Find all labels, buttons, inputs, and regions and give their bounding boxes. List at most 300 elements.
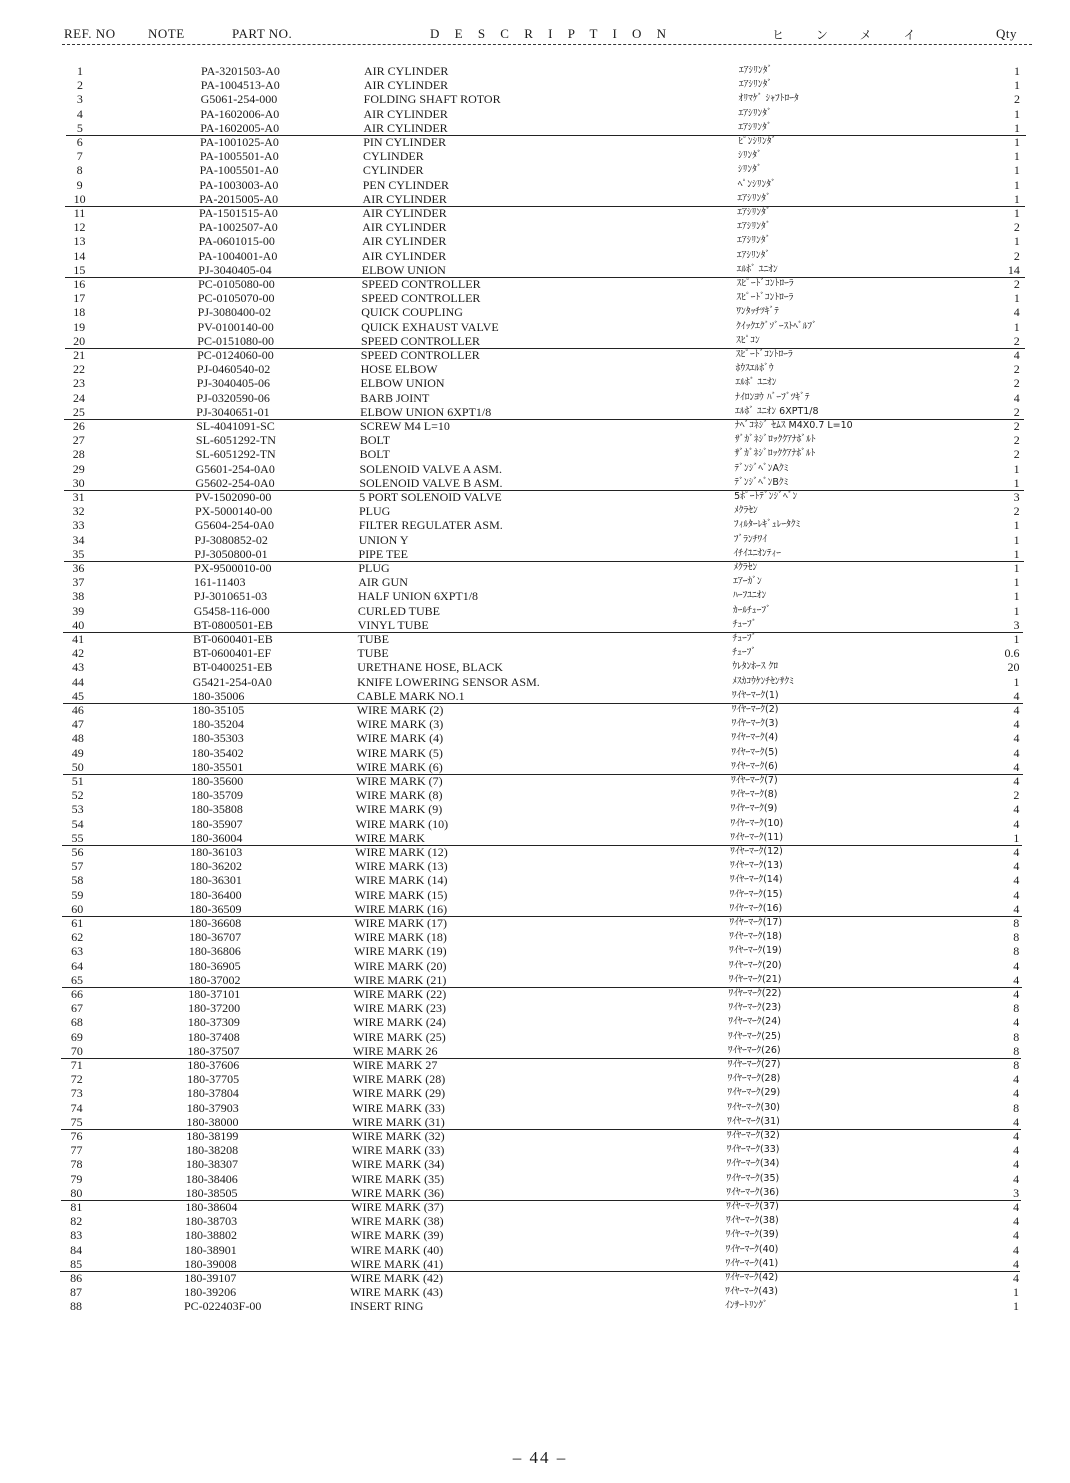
table-row xyxy=(0,476,1070,490)
kana-name: ﾊｰﾌﾕﾆｵﾝ xyxy=(733,590,767,602)
kana-name: ﾜｲﾔｰﾏｰｸ(18) xyxy=(729,931,782,943)
ref-number: 87 xyxy=(70,1285,83,1300)
kana-name: ﾜｲﾔｰﾏｰｸ(11) xyxy=(730,831,784,843)
description: WIRE MARK (20) xyxy=(353,958,447,973)
kana-name: ﾜｲﾔｰﾏｰｸ(37) xyxy=(726,1201,779,1212)
table-row xyxy=(0,916,1070,930)
quantity: 4 xyxy=(1013,1214,1020,1229)
quantity: 8 xyxy=(1013,1100,1020,1115)
part-number: PA-1005501-A0 xyxy=(199,163,279,178)
quantity: 1 xyxy=(1013,575,1020,590)
table-row xyxy=(0,405,1070,419)
quantity: 1 xyxy=(1014,64,1020,78)
quantity: 4 xyxy=(1013,717,1020,732)
ref-number: 29 xyxy=(72,461,85,476)
description: SPEED CONTROLLER xyxy=(361,277,481,291)
quantity: 1 xyxy=(1013,561,1020,575)
kana-name: ﾜｲﾔｰﾏｰｸ(41) xyxy=(725,1257,779,1269)
kana-name: ﾜｲﾔｰﾏｰｸ(23) xyxy=(728,1002,782,1014)
part-number: PJ-0460540-02 xyxy=(196,362,271,377)
part-number: 180-38703 xyxy=(185,1214,238,1229)
part-number: 180-38901 xyxy=(184,1242,237,1257)
quantity: 4 xyxy=(1013,1086,1020,1101)
description: AIR CYLINDER xyxy=(362,191,447,206)
part-number: 180-35501 xyxy=(191,759,244,774)
quantity: 2 xyxy=(1013,220,1020,235)
description: WIRE MARK (33) xyxy=(352,1100,445,1115)
quantity: 1 xyxy=(1013,532,1020,547)
part-number: 161-11403 xyxy=(193,575,246,590)
description: WIRE MARK (29) xyxy=(352,1086,446,1101)
description: WIRE MARK (41) xyxy=(350,1256,444,1271)
ref-number: 56 xyxy=(71,845,84,859)
kana-name: ﾜｲﾔｰﾏｰｸ(25) xyxy=(728,1030,781,1042)
quantity: 4 xyxy=(1013,305,1020,320)
description: WIRE MARK (31) xyxy=(352,1114,445,1129)
table-row xyxy=(0,873,1070,887)
ref-number: 27 xyxy=(72,433,85,448)
kana-name: ﾜｲﾔｰﾏｰｸ(34) xyxy=(726,1158,780,1170)
description: AIR CYLINDER xyxy=(361,248,447,263)
ref-number: 35 xyxy=(72,546,85,561)
ref-number: 57 xyxy=(71,859,84,874)
part-number: 180-36608 xyxy=(189,916,242,930)
kana-name: ﾋﾟﾝｼﾘﾝﾀﾞ xyxy=(738,136,777,147)
ref-number: 72 xyxy=(70,1072,83,1087)
ref-number: 28 xyxy=(72,447,85,462)
part-number: 180-35105 xyxy=(192,703,245,717)
ref-number: 50 xyxy=(71,759,84,774)
table-row xyxy=(0,1101,1070,1115)
quantity: 2 xyxy=(1013,362,1020,377)
quantity: 4 xyxy=(1013,1072,1020,1087)
description: ELBOW UNION 6XPT1/8 xyxy=(360,404,492,419)
ref-number: 32 xyxy=(72,504,85,519)
description: PEN CYLINDER xyxy=(362,177,450,192)
quantity: 2 xyxy=(1013,248,1020,263)
ref-number: 36 xyxy=(72,561,85,575)
kana-name: ｽﾋﾟｰﾄﾞｺﾝﾄﾛｰﾗ xyxy=(735,349,793,360)
description: WIRE MARK (40) xyxy=(350,1242,444,1257)
kana-name: ﾜｲﾔｰﾏｰｸ(43) xyxy=(725,1286,778,1298)
kana-name: ﾜｲﾔｰﾏｰｸ(40) xyxy=(725,1243,779,1255)
table-row xyxy=(0,1186,1070,1200)
part-number: PA-1005501-A0 xyxy=(199,149,279,164)
part-number: 180-36707 xyxy=(189,930,242,945)
part-number: G5604-254-0A0 xyxy=(194,518,275,533)
kana-name: ﾌﾞﾗﾝﾁﾜｲ xyxy=(733,533,767,545)
description: TUBE xyxy=(357,646,389,661)
kana-name: ﾜｲﾔｰﾏｰｸ(14) xyxy=(729,874,783,886)
kana-name: ﾜｲﾔｰﾏｰｸ(9) xyxy=(730,803,778,815)
quantity: 20 xyxy=(1007,660,1020,675)
kana-name: ﾒｸﾗｾﾝ xyxy=(734,505,758,517)
table-row xyxy=(0,845,1070,859)
quantity: 3 xyxy=(1013,1185,1020,1200)
table-row xyxy=(0,462,1070,476)
kana-name: ﾜﾝﾀｯﾁﾂｷﾞﾃ xyxy=(736,306,780,318)
part-number: PA-1003003-A0 xyxy=(199,177,279,192)
kana-name: ｴﾙﾎﾞ ﾕﾆｵﾝ xyxy=(735,377,777,389)
table-row xyxy=(0,121,1070,135)
quantity: 4 xyxy=(1013,1242,1020,1257)
quantity: 1 xyxy=(1013,291,1020,306)
part-number: PJ-3040405-04 xyxy=(198,262,272,277)
part-number: G5421-254-0A0 xyxy=(192,674,272,689)
table-row xyxy=(0,291,1070,305)
part-number: 180-35808 xyxy=(190,802,243,817)
quantity: 2 xyxy=(1013,433,1020,448)
quantity: 8 xyxy=(1013,916,1020,930)
quantity: 1 xyxy=(1013,603,1020,618)
table-row xyxy=(0,575,1070,589)
table-row xyxy=(0,433,1070,447)
description: WIRE MARK (10) xyxy=(355,816,449,831)
ref-number: 70 xyxy=(70,1043,83,1058)
part-number: 180-36806 xyxy=(188,944,241,959)
table-row xyxy=(0,447,1070,461)
kana-name: ﾜｲﾔｰﾏｰｸ(42) xyxy=(725,1272,779,1283)
part-number: 180-37705 xyxy=(187,1072,240,1087)
ref-number: 85 xyxy=(70,1256,83,1271)
description: WIRE MARK (42) xyxy=(350,1271,443,1285)
kana-name: ｻﾞｶﾞﾈｼﾞﾛｯｸｸｱﾅﾎﾞﾙﾄ xyxy=(734,434,816,446)
part-number: 180-37606 xyxy=(187,1058,240,1072)
quantity: 1 xyxy=(1013,234,1020,249)
kana-name: ﾜｲﾔｰﾏｰｸ(13) xyxy=(729,860,783,872)
quantity: 1 xyxy=(1013,830,1020,845)
quantity: 2 xyxy=(1013,788,1020,803)
ref-number: 20 xyxy=(73,333,86,348)
kana-name: ｶｰﾙﾁｭｰﾌﾞ xyxy=(732,604,771,616)
quantity: 4 xyxy=(1013,1200,1020,1214)
ref-number: 24 xyxy=(72,390,85,405)
part-number: G5602-254-0A0 xyxy=(195,475,275,490)
ref-number: 52 xyxy=(71,788,84,803)
part-number: G5458-116-000 xyxy=(193,603,270,618)
part-number: 180-35600 xyxy=(191,774,244,788)
kana-name: ﾜｲﾔｰﾏｰｸ(10) xyxy=(730,817,784,829)
kana-name: ﾅｲﾛﾝﾖｳ ﾊﾞｰﾌﾞﾂｷﾞﾃ xyxy=(735,391,810,403)
description: QUICK COUPLING xyxy=(361,305,463,320)
kana-name: 5ﾎﾟｰﾄﾃﾞﾝｼﾞﾍﾞﾝ xyxy=(734,491,798,502)
ref-number: 2 xyxy=(76,78,83,93)
part-number: 180-38406 xyxy=(185,1171,238,1186)
ref-number: 39 xyxy=(72,603,85,618)
table-row xyxy=(0,675,1070,689)
kana-name: ﾜｲﾔｰﾏｰｸ(29) xyxy=(727,1087,781,1099)
part-number: BT-0800501-EB xyxy=(193,617,273,632)
description: WIRE MARK (36) xyxy=(351,1185,444,1200)
part-number: 180-39008 xyxy=(184,1256,237,1271)
ref-number: 5 xyxy=(76,120,83,135)
part-number: 180-39107 xyxy=(184,1271,237,1285)
quantity: 8 xyxy=(1013,1029,1020,1044)
table-row xyxy=(0,249,1070,263)
table-row xyxy=(0,930,1070,944)
description: WIRE MARK (22) xyxy=(353,987,447,1001)
kana-name: ｴｱｼﾘﾝﾀﾞ xyxy=(738,121,772,133)
header-kana-name: ヒ ン メ イ xyxy=(772,28,930,42)
quantity: 1 xyxy=(1013,149,1020,164)
quantity: 4 xyxy=(1013,745,1020,760)
ref-number: 74 xyxy=(70,1100,83,1115)
description: WIRE MARK (38) xyxy=(350,1214,444,1229)
ref-number: 25 xyxy=(72,404,85,419)
ref-number: 62 xyxy=(71,930,84,945)
table-row xyxy=(0,220,1070,234)
kana-name: ﾜｲﾔｰﾏｰｸ(1) xyxy=(731,689,779,701)
table-row xyxy=(0,163,1070,177)
quantity: 4 xyxy=(1013,1015,1020,1030)
ref-number: 34 xyxy=(72,532,85,547)
description: VINYL TUBE xyxy=(357,617,429,632)
ref-number: 60 xyxy=(71,901,84,916)
ref-number: 7 xyxy=(76,149,83,164)
table-row xyxy=(0,589,1070,603)
part-number: PJ-3040651-01 xyxy=(196,404,270,419)
description: HOSE ELBOW xyxy=(360,362,438,377)
quantity: 2 xyxy=(1013,333,1020,348)
header-underline xyxy=(62,44,1032,45)
quantity: 1 xyxy=(1013,191,1020,206)
part-number: 180-38307 xyxy=(185,1157,238,1172)
part-number: 180-36103 xyxy=(190,845,243,859)
table-row xyxy=(0,277,1070,291)
kana-name: ｴｱｼﾘﾝﾀﾞ xyxy=(736,249,771,261)
quantity: 0.6 xyxy=(1004,646,1020,661)
table-row xyxy=(0,902,1070,916)
table-row xyxy=(0,92,1070,106)
quantity: 1 xyxy=(1013,475,1020,490)
description: SCREW M4 L=10 xyxy=(359,419,450,433)
description: AIR CYLINDER xyxy=(363,120,448,135)
ref-number: 40 xyxy=(72,617,85,632)
ref-number: 3 xyxy=(76,92,83,107)
quantity: 4 xyxy=(1013,958,1020,973)
quantity: 4 xyxy=(1013,987,1020,1001)
quantity: 4 xyxy=(1013,1271,1020,1285)
kana-name: ｵﾘﾏｹﾞ ｼｬﾌﾄﾛｰﾀ xyxy=(738,93,799,105)
ref-number: 68 xyxy=(70,1015,83,1030)
description: TUBE xyxy=(357,632,389,646)
ref-number: 8 xyxy=(76,163,83,178)
part-number: BT-0400251-EB xyxy=(192,660,273,675)
kana-name: ﾜｲﾔｰﾏｰｸ(7) xyxy=(730,775,778,786)
quantity: 4 xyxy=(1013,731,1020,746)
kana-name: ﾜｲﾔｰﾏｰｸ(5) xyxy=(731,746,778,758)
description: QUICK EXHAUST VALVE xyxy=(361,319,499,334)
ref-number: 9 xyxy=(76,177,83,192)
kana-name: ﾜｲﾔｰﾏｰｸ(6) xyxy=(731,760,778,772)
table-row xyxy=(0,234,1070,248)
description: WIRE MARK 26 xyxy=(352,1043,438,1058)
kana-name: ﾌｨﾙﾀｰﾚｷﾞｭﾚｰﾀｸﾐ xyxy=(733,519,801,531)
part-number: PA-1002507-A0 xyxy=(198,220,278,235)
ref-number: 51 xyxy=(71,774,84,788)
kana-name: ﾒｽｶｺｳｹﾝﾁｾﾝｻｸﾐ xyxy=(732,675,794,687)
description: SPEED CONTROLLER xyxy=(361,291,481,306)
description: WIRE MARK (24) xyxy=(353,1015,446,1030)
description: AIR CYLINDER xyxy=(362,206,447,220)
ref-number: 26 xyxy=(72,419,85,433)
table-row xyxy=(0,632,1070,646)
ref-number: 17 xyxy=(73,291,86,306)
ref-number: 12 xyxy=(73,220,86,235)
quantity: 1 xyxy=(1013,461,1020,476)
part-number: G5601-254-0A0 xyxy=(195,461,275,476)
kana-name: ﾜｲﾔｰﾏｰｸ(21) xyxy=(728,973,782,985)
quantity: 4 xyxy=(1013,1157,1020,1172)
part-number: 180-37200 xyxy=(188,1001,241,1016)
table-row xyxy=(0,149,1070,163)
ref-number: 18 xyxy=(73,305,86,320)
header-qty: Qty xyxy=(996,26,1017,41)
part-number: 180-35709 xyxy=(191,788,244,803)
quantity: 1 xyxy=(1013,546,1020,561)
part-number: 180-36301 xyxy=(189,873,242,888)
table-row xyxy=(0,348,1070,362)
ref-number: 69 xyxy=(70,1029,83,1044)
ref-number: 15 xyxy=(73,262,86,277)
description: WIRE MARK (19) xyxy=(354,944,447,959)
table-row xyxy=(0,1030,1070,1044)
table-row xyxy=(0,1200,1070,1214)
part-number: PJ-3010651-03 xyxy=(193,589,268,604)
quantity: 2 xyxy=(1013,376,1020,391)
part-number: SL-6051292-TN xyxy=(195,433,276,448)
part-number: 180-37002 xyxy=(188,972,241,987)
ref-number: 41 xyxy=(72,632,85,646)
table-row xyxy=(0,618,1070,632)
kana-name: ﾜｲﾔｰﾏｰｸ(35) xyxy=(726,1172,780,1184)
quantity: 8 xyxy=(1013,1058,1020,1072)
kana-name: ｴｱｼﾘﾝﾀﾞ xyxy=(737,192,771,204)
table-row xyxy=(0,1299,1070,1313)
description: WIRE MARK (9) xyxy=(355,802,443,817)
ref-number: 30 xyxy=(72,475,85,490)
table-row xyxy=(0,391,1070,405)
description: WIRE MARK (6) xyxy=(356,759,443,774)
description: KNIFE LOWERING SENSOR ASM. xyxy=(357,674,540,689)
table-row xyxy=(0,1243,1070,1257)
quantity: 2 xyxy=(1013,504,1020,519)
table-row xyxy=(0,178,1070,192)
part-number: PJ-3040405-06 xyxy=(196,376,271,391)
table-row xyxy=(0,561,1070,575)
ref-number: 14 xyxy=(73,248,86,263)
description: WIRE MARK (39) xyxy=(350,1228,444,1243)
ref-number: 19 xyxy=(73,319,86,334)
part-number: PA-1004513-A0 xyxy=(200,78,280,93)
quantity: 2 xyxy=(1013,92,1020,107)
ref-number: 82 xyxy=(70,1214,83,1229)
quantity: 2 xyxy=(1013,419,1020,433)
kana-name: ﾁｭｰﾌﾞ xyxy=(732,647,757,659)
description: ELBOW UNION xyxy=(360,376,445,391)
ref-number: 58 xyxy=(71,873,84,888)
description: FILTER REGULATER ASM. xyxy=(358,518,503,533)
ref-number: 80 xyxy=(70,1185,83,1200)
description: SPEED CONTROLLER xyxy=(360,333,480,348)
quantity: 1 xyxy=(1013,1299,1019,1314)
description: SPEED CONTROLLER xyxy=(360,348,480,362)
ref-number: 37 xyxy=(72,575,85,590)
description: URETHANE HOSE, BLACK xyxy=(357,660,503,675)
description: AIR CYLINDER xyxy=(362,220,447,235)
table-row xyxy=(0,802,1070,816)
table-row xyxy=(0,646,1070,660)
ref-number: 63 xyxy=(71,944,84,959)
quantity: 4 xyxy=(1013,390,1020,405)
description: UNION Y xyxy=(358,532,409,547)
ref-number: 38 xyxy=(72,589,85,604)
description: BOLT xyxy=(359,447,390,462)
kana-name: ﾜｲﾔｰﾏｰｸ(33) xyxy=(726,1144,780,1156)
part-number: 180-38604 xyxy=(185,1200,238,1214)
description: WIRE MARK 27 xyxy=(352,1058,438,1072)
quantity: 4 xyxy=(1013,901,1020,916)
table-row xyxy=(0,1271,1070,1285)
part-number: 180-35006 xyxy=(192,688,245,703)
quantity: 2 xyxy=(1013,277,1020,291)
description: PLUG xyxy=(359,504,391,519)
header-description: D E S C R I P T I O N xyxy=(430,26,673,41)
description: PIPE TEE xyxy=(358,546,408,561)
description: AIR GUN xyxy=(358,575,408,590)
quantity: 1 xyxy=(1013,1285,1019,1300)
kana-name: ｴｱｼﾘﾝﾀﾞ xyxy=(739,65,773,76)
table-row xyxy=(0,64,1070,78)
description: WIRE MARK xyxy=(355,830,425,845)
kana-name: ﾜｲﾔｰﾏｰｸ(15) xyxy=(729,888,783,900)
quantity: 4 xyxy=(1013,774,1020,788)
table-row xyxy=(0,859,1070,873)
quantity: 8 xyxy=(1013,944,1020,959)
part-number: 180-35204 xyxy=(192,717,244,732)
table-row xyxy=(0,703,1070,717)
table-row xyxy=(0,334,1070,348)
table-row xyxy=(0,263,1070,277)
table-row xyxy=(0,135,1070,149)
quantity: 4 xyxy=(1013,887,1020,902)
table-row xyxy=(0,518,1070,532)
part-number: 180-39206 xyxy=(184,1285,237,1300)
description: ELBOW UNION xyxy=(361,262,446,277)
kana-name: ﾁｭｰﾌﾞ xyxy=(732,618,757,630)
table-row xyxy=(0,533,1070,547)
part-number: PA-1004001-A0 xyxy=(198,248,278,263)
part-number: 180-37309 xyxy=(187,1015,240,1030)
description: WIRE MARK (35) xyxy=(351,1171,445,1186)
part-number: PX-9500010-00 xyxy=(194,561,272,575)
part-number: BT-0600401-EB xyxy=(193,632,273,646)
table-row xyxy=(0,419,1070,433)
part-number: 180-35303 xyxy=(191,731,244,746)
table-row xyxy=(0,1115,1070,1129)
quantity: 4 xyxy=(1013,1228,1020,1243)
kana-name: ｴｱｼﾘﾝﾀﾞ xyxy=(738,107,772,119)
description: WIRE MARK (14) xyxy=(354,873,448,888)
kana-name: ﾜｲﾔｰﾏｰｸ(38) xyxy=(725,1215,779,1227)
part-number: PA-2015005-A0 xyxy=(199,191,279,206)
ref-number: 77 xyxy=(70,1143,83,1158)
part-number: PA-1602005-A0 xyxy=(200,120,280,135)
kana-name: ﾜｲﾔｰﾏｰｸ(3) xyxy=(731,718,779,730)
quantity: 1 xyxy=(1013,120,1020,135)
ref-number: 66 xyxy=(71,987,83,1001)
part-number: 180-36509 xyxy=(189,901,242,916)
